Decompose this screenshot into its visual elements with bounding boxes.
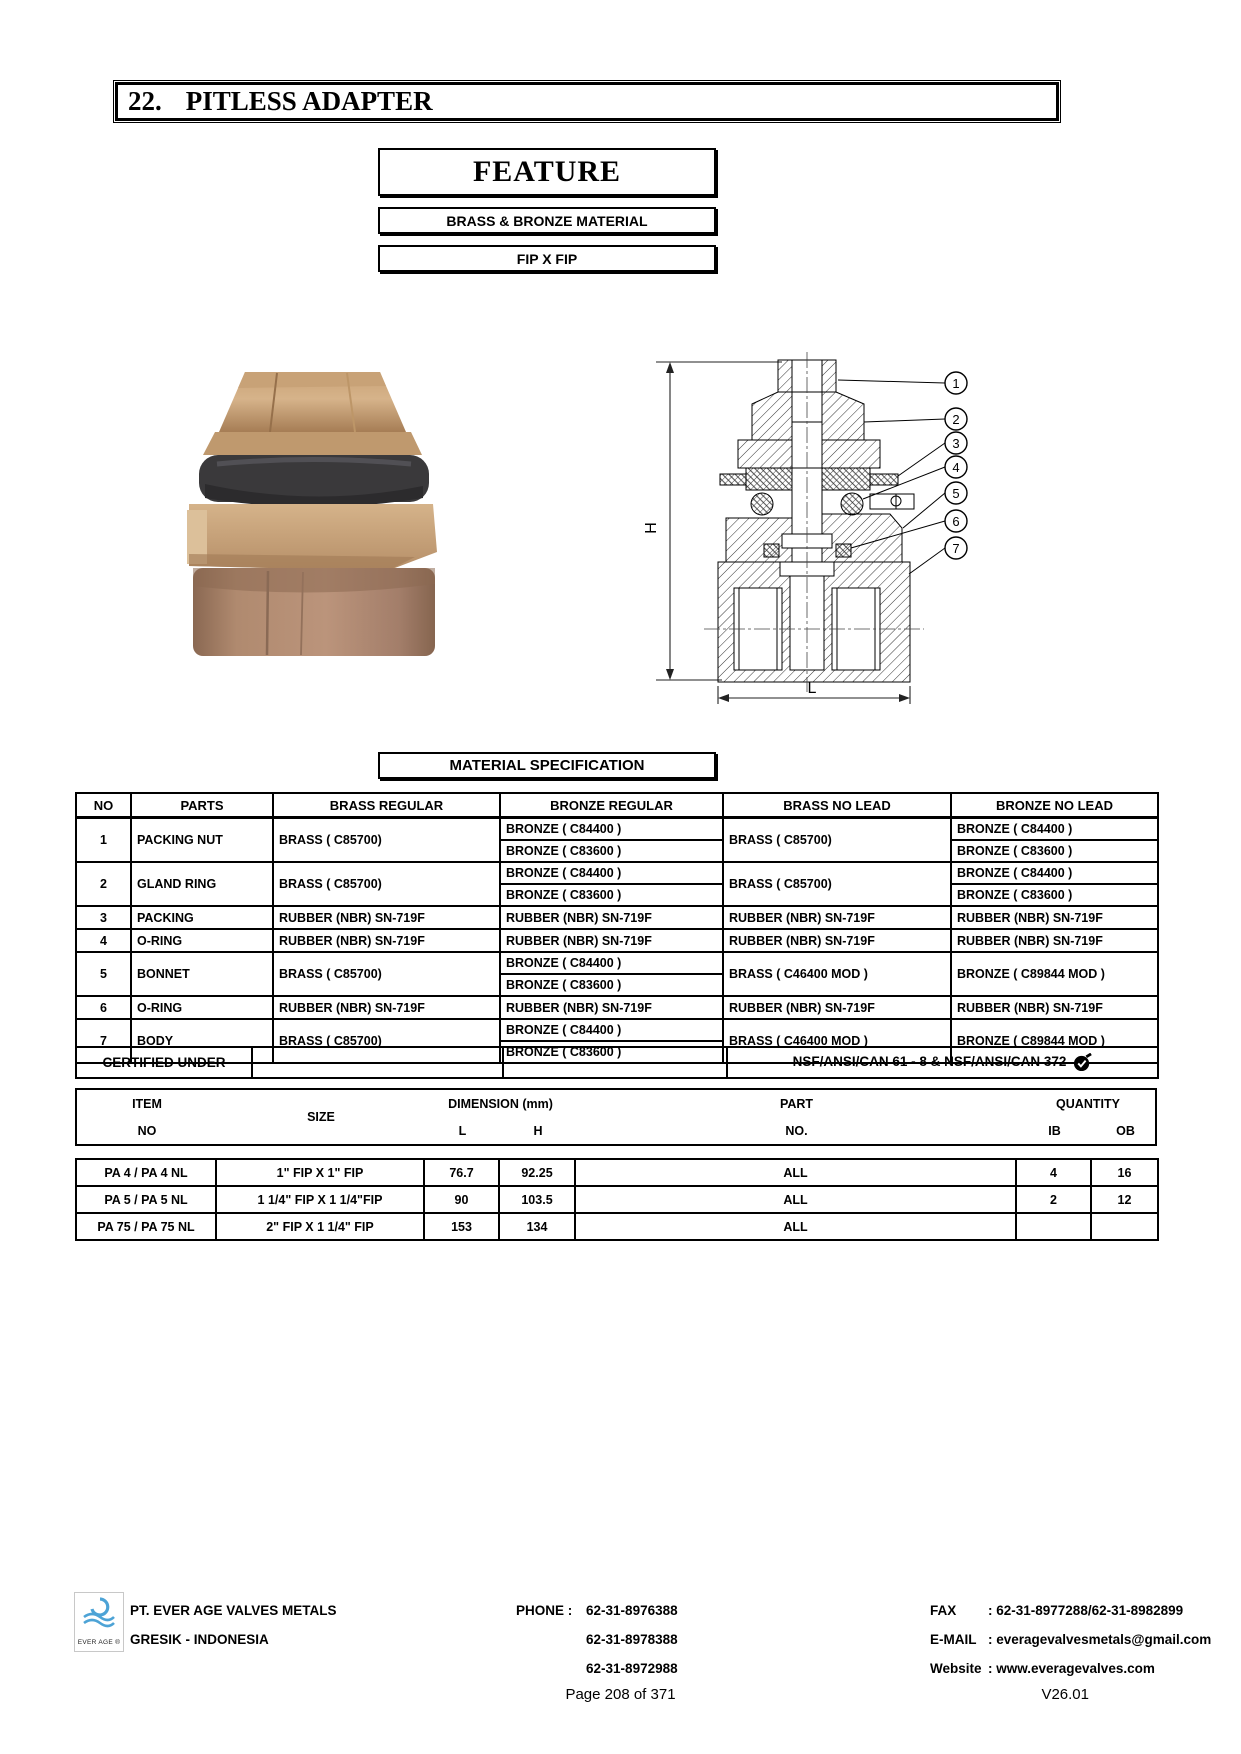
cell-ob: 16 xyxy=(1091,1159,1158,1186)
cell: BRASS ( C85700) xyxy=(273,862,500,906)
cell: BRONZE ( C84400 ) xyxy=(500,952,723,974)
version-label: V26.01 xyxy=(1041,1686,1089,1703)
cell: BRONZE ( C84400 ) xyxy=(500,862,723,884)
cross-section xyxy=(718,360,914,682)
certification-text: NSF/ANSI/CAN 61 - 8 & NSF/ANSI/CAN 372 xyxy=(792,1054,1067,1070)
table-row xyxy=(76,1019,1158,1041)
cell-part-no: ALL xyxy=(575,1186,1016,1213)
cell: 1 xyxy=(76,818,131,863)
cell: RUBBER (NBR) SN-719F xyxy=(273,996,500,1019)
col-header-parts: PARTS xyxy=(131,793,273,818)
cell: RUBBER (NBR) SN-719F xyxy=(723,929,951,952)
cell-item-no: PA 5 / PA 5 NL xyxy=(76,1186,216,1213)
table-row xyxy=(76,906,1158,929)
cell: BONNET xyxy=(131,952,273,996)
cell-h: 103.5 xyxy=(499,1186,575,1213)
cell: PACKING NUT xyxy=(131,818,273,863)
cell-ob xyxy=(1091,1213,1158,1240)
table-row xyxy=(76,818,1158,841)
header-ib: IB xyxy=(1048,1123,1061,1138)
item-spec-header xyxy=(75,1088,1157,1146)
dimension-l-label: L xyxy=(807,680,817,697)
product-photo xyxy=(175,358,450,658)
header-item-no: NO xyxy=(137,1123,157,1138)
phone-block xyxy=(516,1596,678,1683)
cell: 6 xyxy=(76,996,131,1019)
cell: BRONZE ( C89844 MOD ) xyxy=(951,952,1158,996)
phone-number: 62-31-8976388 xyxy=(586,1603,678,1618)
email-line xyxy=(930,1625,1211,1654)
cell: BODY xyxy=(131,1019,273,1063)
callout-bubbles xyxy=(945,372,967,559)
cell: RUBBER (NBR) SN-719F xyxy=(500,906,723,929)
cell: PACKING xyxy=(131,906,273,929)
certified-under-row xyxy=(75,1046,1159,1079)
fax-line xyxy=(930,1596,1211,1625)
col-header-bronze-no-lead: BRONZE NO LEAD xyxy=(951,793,1158,818)
cell: RUBBER (NBR) SN-719F xyxy=(273,906,500,929)
cell: BRASS ( C46400 MOD ) xyxy=(723,1019,951,1063)
section-number: 22. xyxy=(128,86,162,116)
header-size: SIZE xyxy=(307,1110,335,1124)
material-banner: BRASS & BRONZE MATERIAL xyxy=(378,207,716,234)
page-title xyxy=(115,82,1059,121)
everage-logo xyxy=(74,1592,124,1652)
diagram-callout-1: 1 xyxy=(952,376,960,391)
cell: RUBBER (NBR) SN-719F xyxy=(273,929,500,952)
cell: BRASS ( C85700) xyxy=(723,818,951,863)
cell: BRONZE ( C83600 ) xyxy=(500,840,723,862)
cell: RUBBER (NBR) SN-719F xyxy=(951,996,1158,1019)
cell-ib xyxy=(1016,1213,1091,1240)
fax-value: : 62-31-8977288/62-31-8982899 xyxy=(988,1603,1184,1618)
logo-caption: EVER AGE ® xyxy=(77,1639,121,1646)
cell-item-no: PA 4 / PA 4 NL xyxy=(76,1159,216,1186)
cell: BRASS ( C46400 MOD ) xyxy=(723,952,951,996)
cell: BRONZE ( C89844 MOD ) xyxy=(951,1019,1158,1063)
header-item: ITEM xyxy=(132,1096,162,1111)
everage-logo-mark xyxy=(79,1593,119,1633)
cell: GLAND RING xyxy=(131,862,273,906)
cell: RUBBER (NBR) SN-719F xyxy=(951,906,1158,929)
table-row xyxy=(76,1159,1158,1186)
col-header-brass-regular: BRASS REGULAR xyxy=(273,793,500,818)
cell: RUBBER (NBR) SN-719F xyxy=(951,929,1158,952)
col-header-no: NO xyxy=(76,793,131,818)
material-spec-banner: MATERIAL SPECIFICATION xyxy=(378,752,716,779)
cell-size: 2" FIP X 1 1/4" FIP xyxy=(216,1213,424,1240)
technical-drawing xyxy=(612,348,1022,710)
diagram-callout-6: 6 xyxy=(952,514,960,529)
website-value: : www.everagevalves.com xyxy=(988,1661,1155,1676)
material-spec-table xyxy=(75,792,1159,1064)
section-title-box xyxy=(113,80,1061,123)
cell-ib: 4 xyxy=(1016,1159,1091,1186)
cell: BRONZE ( C84400 ) xyxy=(500,818,723,841)
cell: BRASS ( C85700) xyxy=(723,862,951,906)
header-h: H xyxy=(533,1123,543,1138)
connection-banner: FIP X FIP xyxy=(378,245,716,272)
header-ob: OB xyxy=(1116,1123,1135,1138)
certified-check-icon xyxy=(1073,1053,1092,1072)
cell: BRONZE ( C83600 ) xyxy=(951,840,1158,862)
header-quantity: QUANTITY xyxy=(1056,1096,1120,1111)
cell-h: 92.25 xyxy=(499,1159,575,1186)
pitless-adapter-photo-shapes xyxy=(187,372,437,656)
website-line xyxy=(930,1654,1211,1683)
cell: 3 xyxy=(76,906,131,929)
header-part-no: NO. xyxy=(785,1123,808,1138)
header-part: PART xyxy=(779,1096,814,1111)
cell-item-no: PA 75 / PA 75 NL xyxy=(76,1213,216,1240)
col-header-bronze-regular: BRONZE REGULAR xyxy=(500,793,723,818)
cell: 2 xyxy=(76,862,131,906)
table-row xyxy=(76,929,1158,952)
cell: BRONZE ( C84400 ) xyxy=(500,1019,723,1041)
col-header-brass-no-lead: BRASS NO LEAD xyxy=(723,793,951,818)
cell-ib: 2 xyxy=(1016,1186,1091,1213)
certified-under-label: CERTIFIED UNDER xyxy=(76,1047,252,1078)
cell: RUBBER (NBR) SN-719F xyxy=(723,906,951,929)
table-row xyxy=(76,1213,1158,1240)
cell: BRASS ( C85700) xyxy=(273,1019,500,1063)
cell-l: 76.7 xyxy=(424,1159,499,1186)
cell-h: 134 xyxy=(499,1213,575,1240)
cell-part-no: ALL xyxy=(575,1213,1016,1240)
cell-l: 90 xyxy=(424,1186,499,1213)
page-indicator: Page 208 of 371 xyxy=(565,1686,676,1703)
cell-size: 1" FIP X 1" FIP xyxy=(216,1159,424,1186)
cell-ob: 12 xyxy=(1091,1186,1158,1213)
section-title-text: PITLESS ADAPTER xyxy=(185,86,433,116)
table-row xyxy=(76,862,1158,884)
cell: BRONZE ( C84400 ) xyxy=(951,818,1158,841)
diagram-callout-5: 5 xyxy=(952,486,960,501)
cell: BRASS ( C85700) xyxy=(273,952,500,996)
website-label: Website xyxy=(930,1661,982,1676)
company-location: GRESIK - INDONESIA xyxy=(130,1632,269,1647)
table-row xyxy=(76,1047,1158,1078)
company-name: PT. EVER AGE VALVES METALS xyxy=(130,1603,337,1618)
cell xyxy=(252,1047,503,1078)
diagram-callout-3: 3 xyxy=(952,436,960,451)
phone-label: PHONE : xyxy=(516,1603,573,1618)
cell-size: 1 1/4" FIP X 1 1/4"FIP xyxy=(216,1186,424,1213)
cell: BRONZE ( C83600 ) xyxy=(951,884,1158,906)
phone-number: 62-31-8978388 xyxy=(586,1632,678,1647)
cell: RUBBER (NBR) SN-719F xyxy=(723,996,951,1019)
cell: 5 xyxy=(76,952,131,996)
cell: 4 xyxy=(76,929,131,952)
phone-number: 62-31-8972988 xyxy=(586,1661,678,1676)
dimension-h-label: H xyxy=(643,522,660,534)
cell: 7 xyxy=(76,1019,131,1063)
company-info xyxy=(130,1596,337,1654)
contact-block xyxy=(930,1596,1211,1683)
item-spec-table xyxy=(75,1158,1159,1241)
diagram-callout-2: 2 xyxy=(952,412,960,427)
cell: O-RING xyxy=(131,996,273,1019)
table-row xyxy=(76,952,1158,974)
cell: BRASS ( C85700) xyxy=(273,818,500,863)
cell-part-no: ALL xyxy=(575,1159,1016,1186)
header-l: L xyxy=(458,1123,467,1138)
material-header-row xyxy=(76,793,1158,818)
feature-banner: FEATURE xyxy=(378,148,716,196)
cell: BRONZE ( C83600 ) xyxy=(500,1041,723,1063)
cell-l: 153 xyxy=(424,1213,499,1240)
certified-under-value xyxy=(727,1047,1158,1078)
diagram-callout-4: 4 xyxy=(952,460,960,475)
header-dimension: DIMENSION (mm) xyxy=(448,1096,553,1111)
cell: RUBBER (NBR) SN-719F xyxy=(500,929,723,952)
table-row xyxy=(76,1186,1158,1213)
cell: BRONZE ( C83600 ) xyxy=(500,974,723,996)
cell: BRONZE ( C84400 ) xyxy=(951,862,1158,884)
diagram-callout-7: 7 xyxy=(952,541,960,556)
cell xyxy=(503,1047,727,1078)
fax-label: FAX xyxy=(930,1603,957,1618)
email-label: E-MAIL xyxy=(930,1632,977,1647)
cell: BRONZE ( C83600 ) xyxy=(500,884,723,906)
cell: O-RING xyxy=(131,929,273,952)
table-row xyxy=(76,996,1158,1019)
cell: RUBBER (NBR) SN-719F xyxy=(500,996,723,1019)
email-value: : everagevalvesmetals@gmail.com xyxy=(988,1632,1212,1647)
